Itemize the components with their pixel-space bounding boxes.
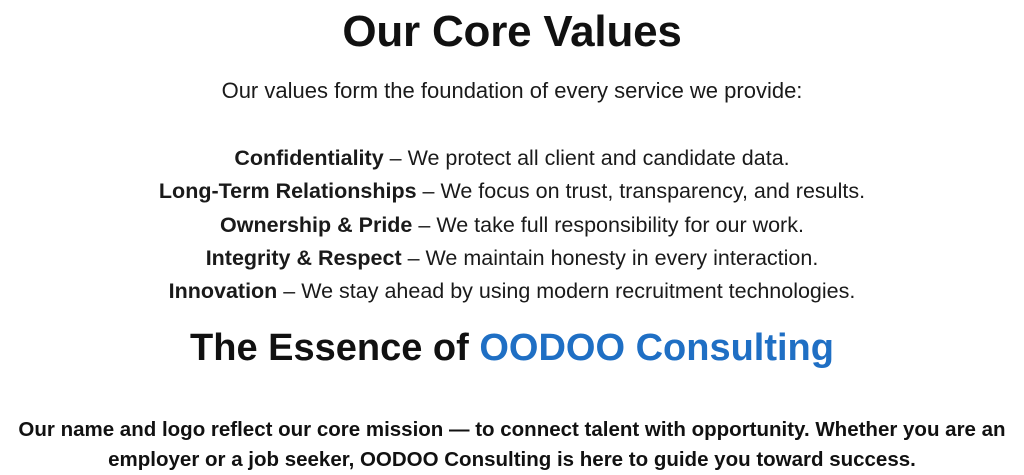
list-item (234, 144, 789, 172)
value-description: We stay ahead by using modern recruitment technologies. (301, 279, 856, 304)
value-separator: – (416, 179, 441, 204)
value-name: Innovation (168, 279, 278, 304)
value-separator: – (412, 212, 437, 237)
value-separator: – (401, 246, 426, 271)
value-separator: – (383, 145, 408, 170)
essence-prefix: The Essence of (190, 326, 480, 369)
page-title: Our Core Values (342, 7, 682, 56)
core-values-list (159, 144, 865, 306)
value-name: Integrity & Respect (205, 246, 402, 271)
value-name: Ownership & Pride (220, 212, 413, 237)
value-description: We protect all client and candidate data. (407, 145, 790, 170)
essence-heading (190, 328, 834, 370)
brand-name: OODOO Consulting (479, 326, 834, 369)
value-description: We focus on trust, transparency, and results. (440, 179, 866, 204)
value-separator: – (277, 279, 302, 304)
value-description: We maintain honesty in every interaction. (425, 246, 819, 271)
closing-line-1: Our name and logo reflect our core mission — to connect talent with opportunity. Whether you are an (18, 418, 1006, 442)
list-item (220, 211, 804, 239)
list-item (206, 244, 819, 272)
value-name: Confidentiality (234, 145, 384, 170)
closing-paragraph (12, 415, 1012, 474)
value-name: Long-Term Relationships (158, 179, 417, 204)
list-item (169, 277, 856, 305)
closing-line-2: employer or a job seeker, OODOO Consulting is here to guide you toward success. (108, 447, 916, 471)
list-item (159, 177, 865, 205)
intro-text: Our values form the foundation of every service we provide: (221, 77, 803, 103)
value-description: We take full responsibility for our work. (436, 212, 804, 237)
